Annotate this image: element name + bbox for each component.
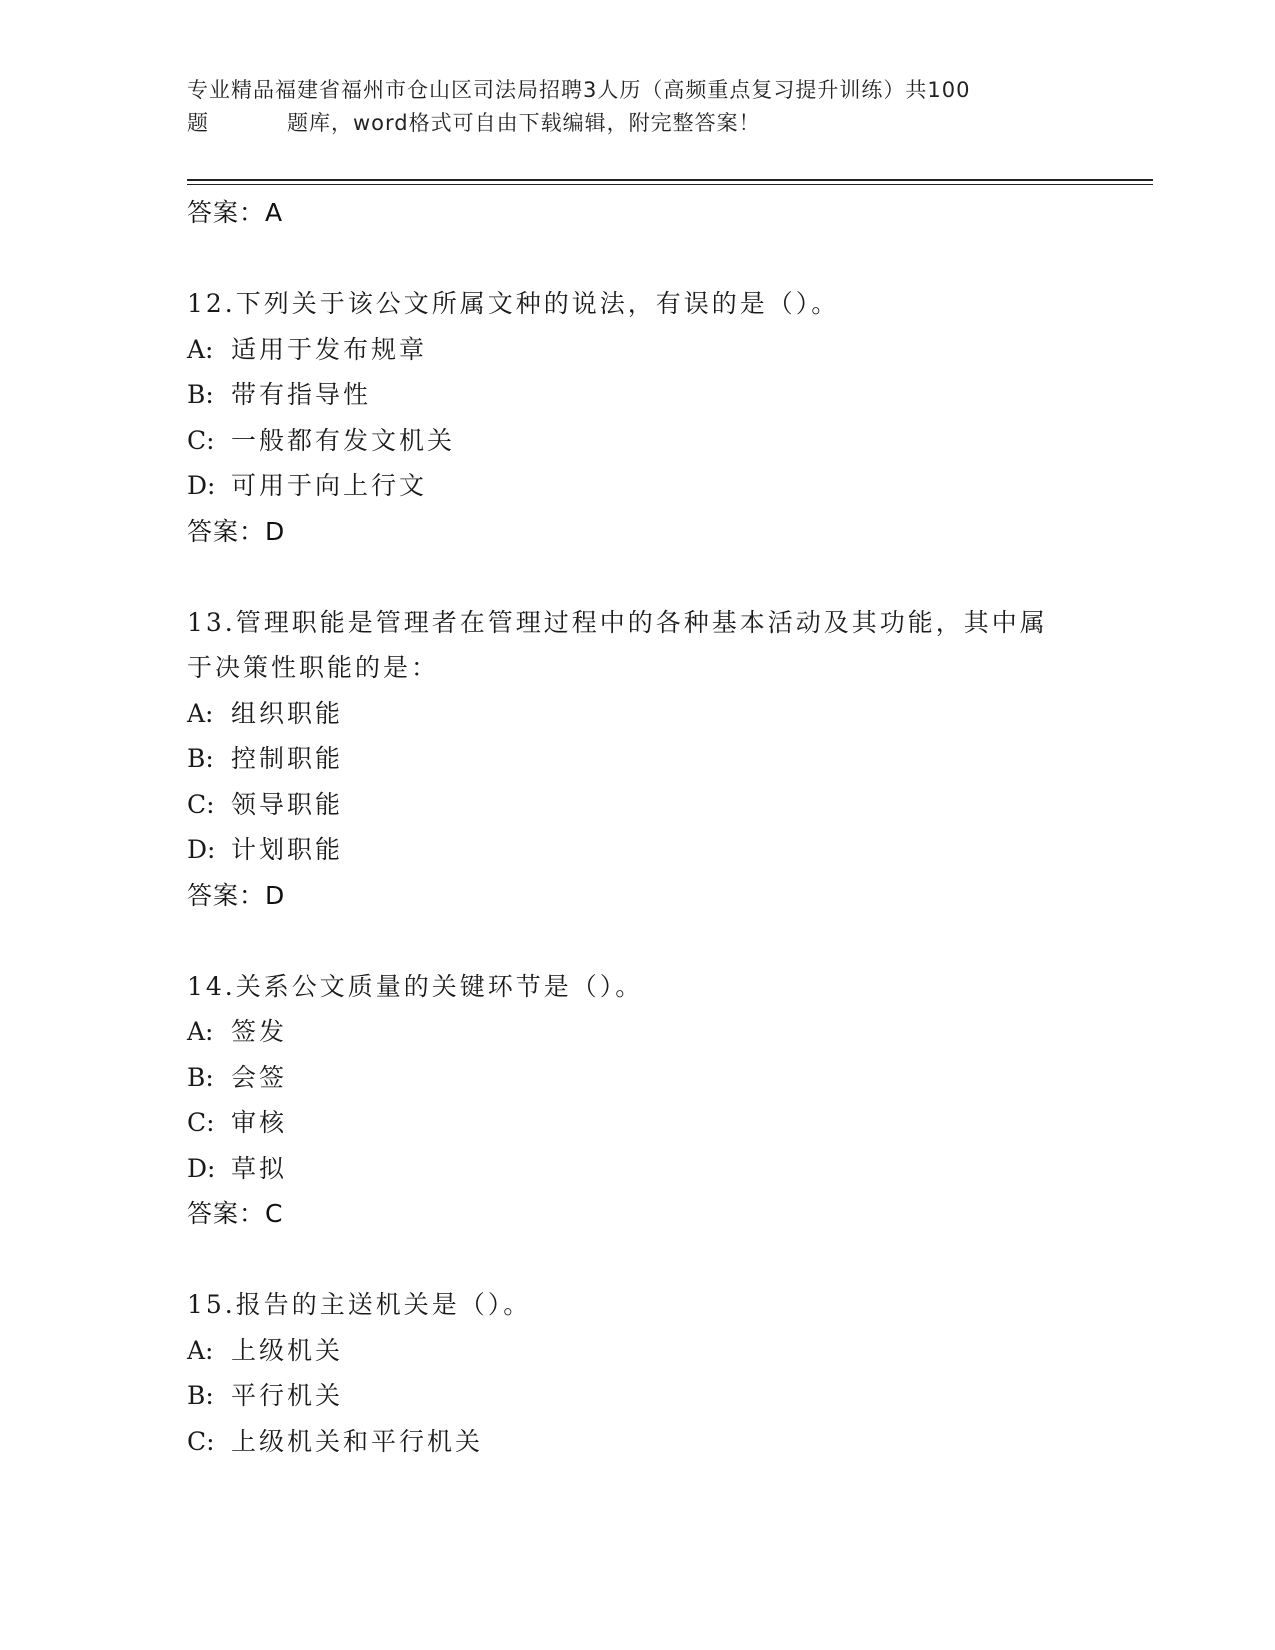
option-text: 可用于向上行文	[231, 471, 428, 500]
option-text: 组织职能	[231, 698, 344, 728]
option-key: D:	[187, 471, 216, 500]
option-b	[187, 1055, 1087, 1101]
question-text-line1: 13.管理职能是管理者在管理过程中的各种基本活动及其功能，其中属	[187, 607, 1048, 637]
question-text: 15.报告的主送机关是（）。	[187, 1290, 532, 1319]
option-c	[187, 1419, 1087, 1465]
option-text: 领导职能	[231, 789, 344, 819]
option-key: B:	[187, 744, 214, 773]
option-key: C:	[187, 789, 215, 819]
option-key: C:	[187, 1426, 215, 1456]
option-text: 适用于发布规章	[231, 334, 428, 364]
option-text: 上级机关	[231, 1335, 344, 1365]
option-a	[187, 691, 1087, 737]
option-a	[187, 1328, 1087, 1374]
option-c	[187, 418, 1087, 464]
option-c	[187, 1100, 1087, 1146]
option-d	[187, 827, 1087, 873]
header-divider-thin	[187, 184, 1153, 185]
option-key: C:	[187, 425, 215, 455]
option-key: D:	[187, 1153, 216, 1183]
document-header	[187, 74, 1087, 140]
option-a	[187, 1009, 1087, 1055]
option-key: B:	[187, 1381, 214, 1410]
answer-line: 答案：A	[187, 198, 284, 227]
option-b	[187, 372, 1087, 418]
option-key: A:	[187, 698, 214, 728]
option-c	[187, 782, 1087, 828]
header-title-line2-start: 题	[187, 111, 209, 135]
option-key: A:	[187, 1335, 214, 1365]
option-text: 平行机关	[231, 1381, 344, 1410]
option-d	[187, 1146, 1087, 1192]
option-a	[187, 327, 1087, 373]
question-block	[187, 1282, 1087, 1464]
option-key: B:	[187, 1062, 214, 1092]
header-title-line2	[187, 107, 1087, 140]
option-text: 计划职能	[231, 835, 344, 864]
option-text: 审核	[231, 1108, 288, 1137]
option-b	[187, 1373, 1087, 1419]
answer-line: 答案：D	[187, 880, 286, 910]
option-text: 控制职能	[231, 744, 344, 773]
option-text: 上级机关和平行机关	[231, 1426, 484, 1456]
header-title-line2-rest: 题库，word格式可自由下载编辑，附完整答案！	[287, 111, 761, 135]
question-block	[187, 281, 1087, 554]
question-text-line2: 于决策性职能的是：	[187, 653, 440, 682]
answer-line: 答案：D	[187, 516, 286, 546]
option-text: 签发	[231, 1017, 288, 1046]
option-text: 会签	[231, 1062, 288, 1092]
option-key: D:	[187, 835, 216, 864]
header-divider-thick	[187, 179, 1153, 181]
question-block	[187, 964, 1087, 1237]
answer-line: 答案：C	[187, 1199, 284, 1228]
question-text: 12.下列关于该公文所属文种的说法，有误的是（）。	[187, 289, 840, 318]
header-title-line1: 专业精品福建省福州市仓山区司法局招聘3人历（高频重点复习提升训练）共100	[187, 78, 971, 102]
option-b	[187, 736, 1087, 782]
option-text: 草拟	[231, 1153, 288, 1183]
option-key: C:	[187, 1108, 215, 1137]
option-key: B:	[187, 380, 214, 409]
question-list	[187, 190, 1087, 1464]
question-block	[187, 600, 1087, 918]
option-key: A:	[187, 334, 214, 364]
option-key: A:	[187, 1017, 214, 1046]
question-text: 14.关系公文质量的关键环节是（）。	[187, 971, 644, 1001]
option-d	[187, 463, 1087, 509]
option-text: 一般都有发文机关	[231, 425, 456, 455]
option-text: 带有指导性	[231, 380, 372, 409]
